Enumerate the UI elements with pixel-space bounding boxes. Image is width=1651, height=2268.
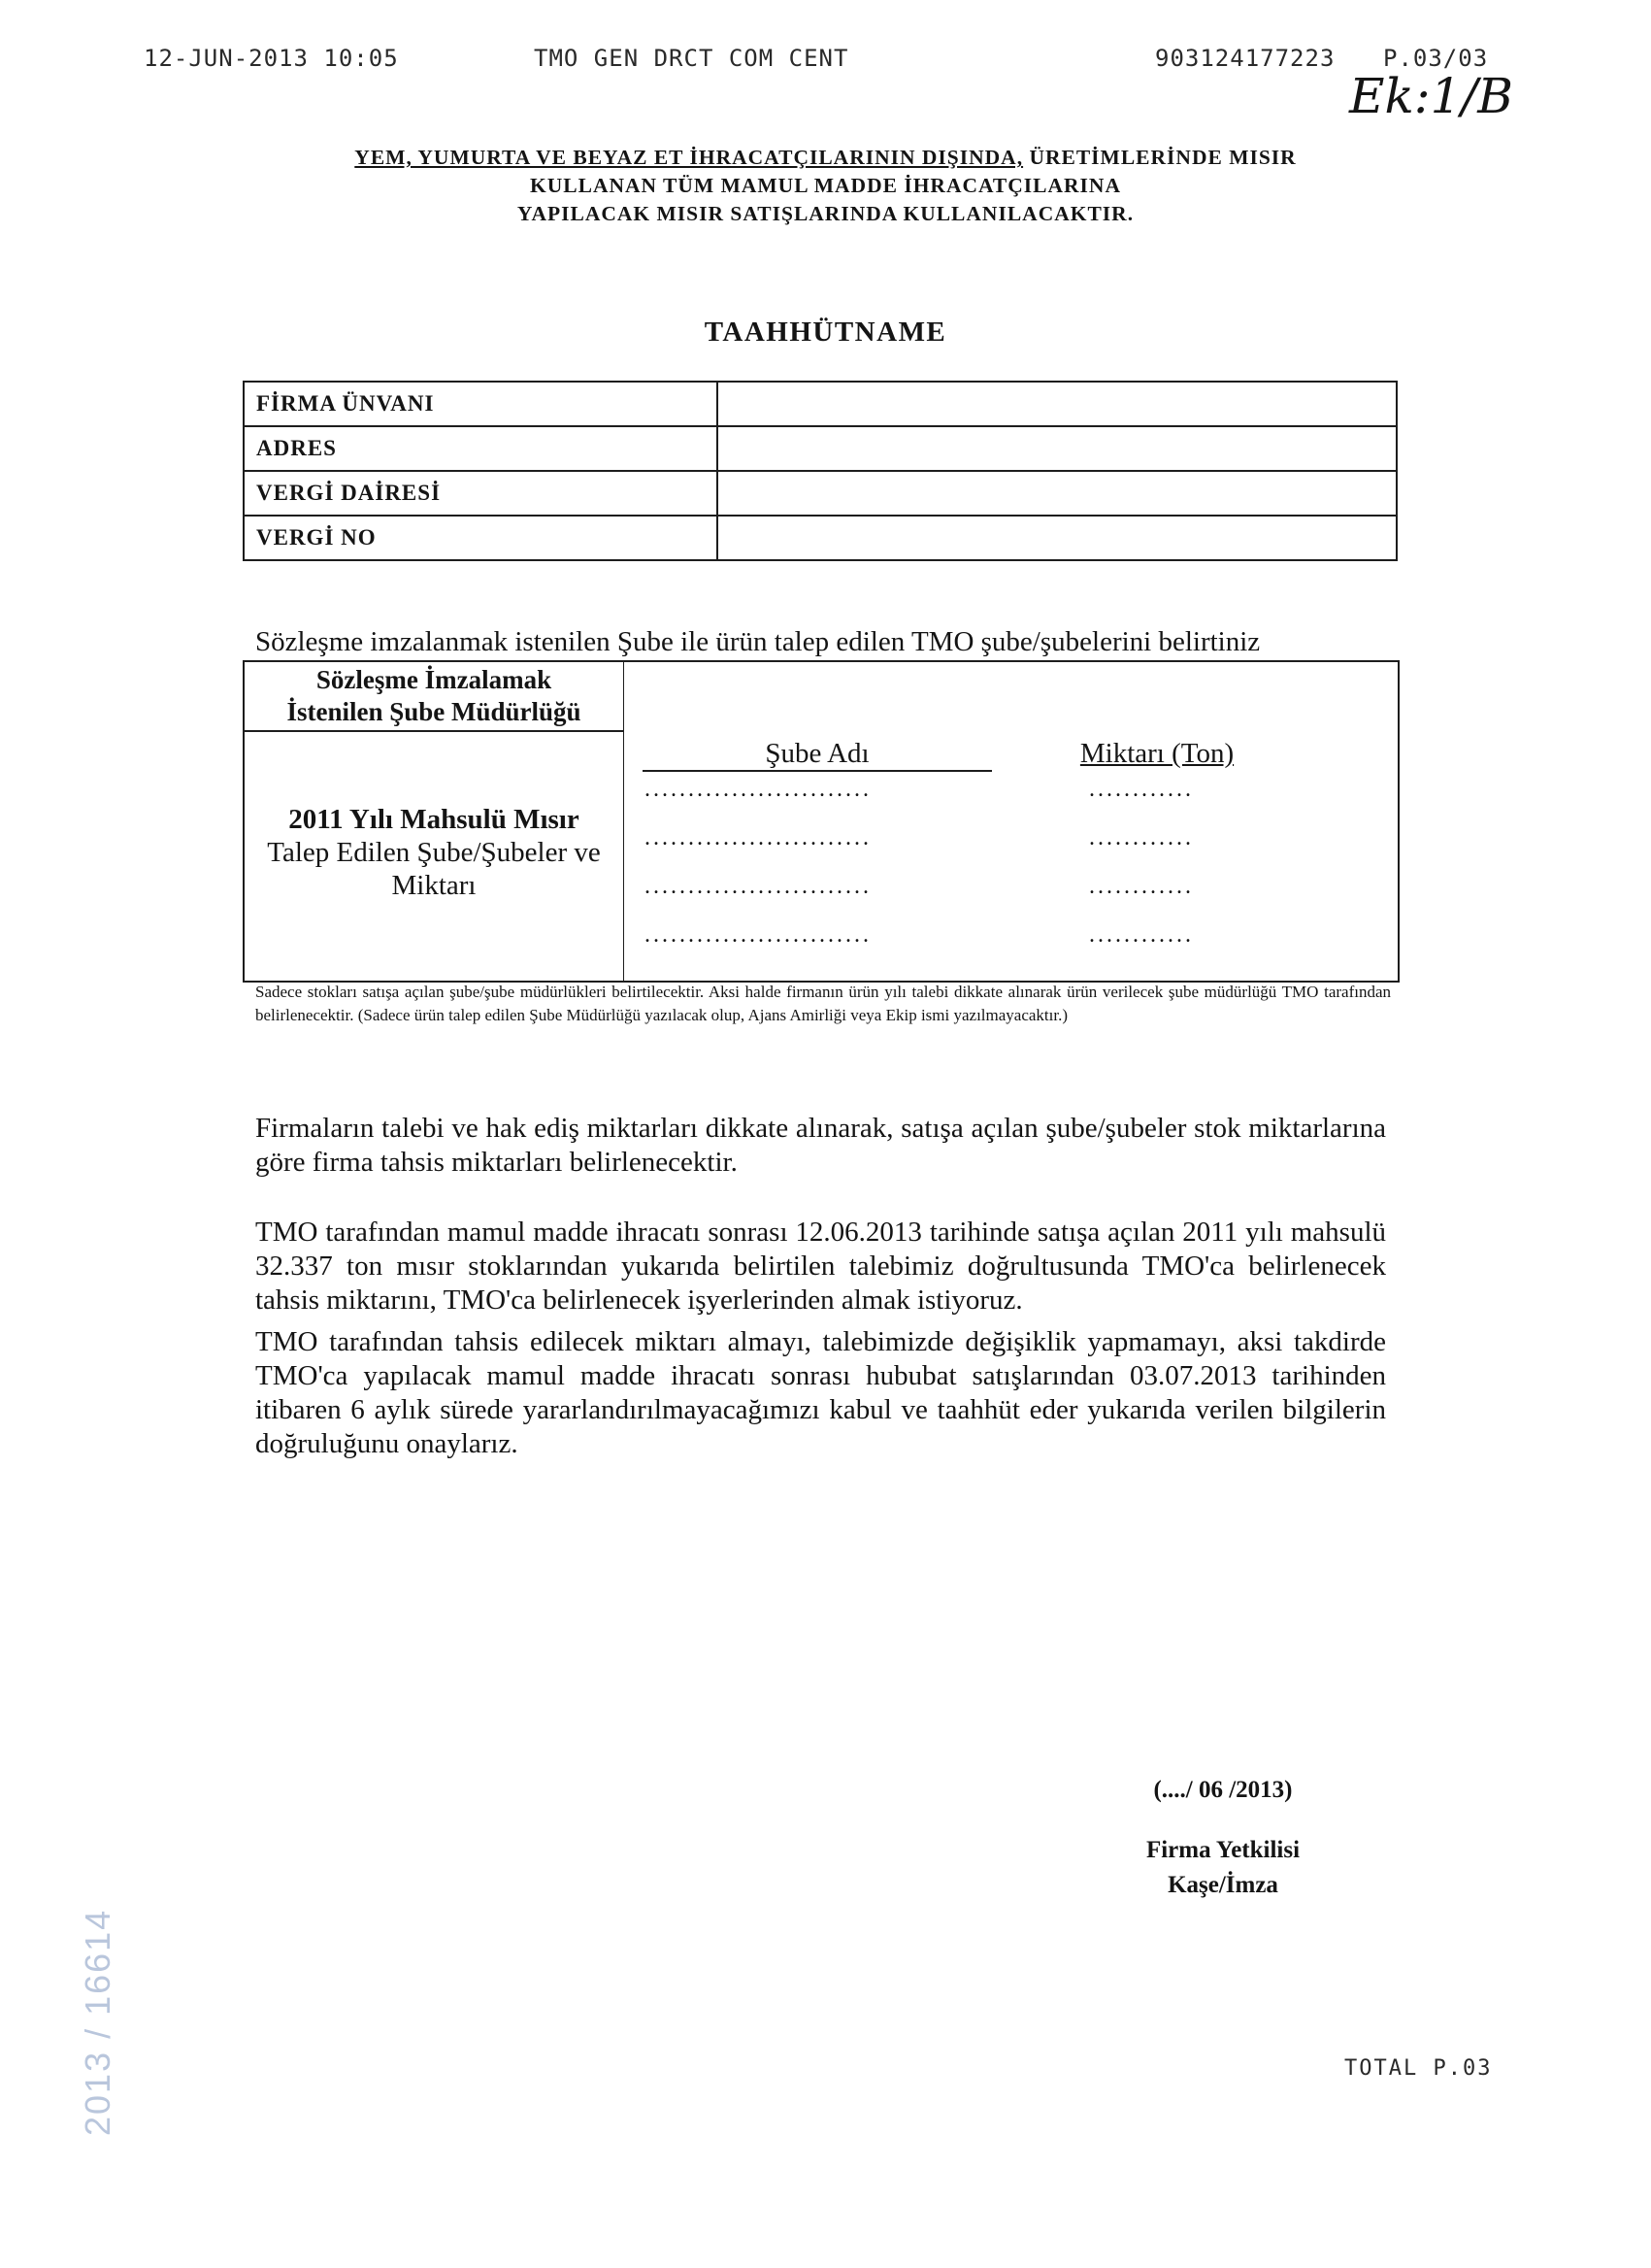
contract-branch-label-line-1: Sözleşme İmzalamak (315, 665, 552, 694)
fax-date-time: 12-JUN-2013 10:05 (144, 45, 399, 72)
branch-entry-4[interactable]: .......................... (644, 922, 872, 948)
request-label-line-3: Miktarı (391, 870, 477, 901)
heading-line-2: KULLANAN TÜM MAMUL MADDE İHRACATÇILARINA (530, 174, 1121, 197)
fax-phone: 903124177223 (1155, 45, 1336, 72)
firm-title-field[interactable] (717, 382, 1397, 426)
quantity-header: Miktarı (Ton) (1079, 738, 1235, 769)
tax-office-field[interactable] (717, 471, 1397, 516)
quantity-entry-1[interactable]: ............ (1089, 777, 1194, 802)
tax-office-label: VERGİ DAİRESİ (244, 471, 717, 516)
request-label-line-1: 2011 Yılı Mahsulü Mısır (288, 804, 579, 835)
table-row (244, 426, 1397, 471)
fax-page: P.03/03 (1383, 45, 1489, 72)
quantity-entry-2[interactable]: ............ (1089, 825, 1194, 850)
request-label (245, 803, 623, 902)
quantity-entry-4[interactable]: ............ (1089, 922, 1194, 948)
heading-line-1: YEM, YUMURTA VE BEYAZ ET İHRACATÇILARININ DIŞINDA, (354, 146, 1024, 169)
column-divider (623, 662, 624, 981)
signature-date: (..../ 06 /2013) (1153, 1777, 1293, 1803)
firm-info-table (243, 381, 1398, 561)
heading-line-1b: ÜRETİMLERİNDE MISIR (1023, 146, 1297, 169)
quantity-entry-3[interactable]: ............ (1089, 874, 1194, 899)
table-row (244, 382, 1397, 426)
branch-entry-3[interactable]: .......................... (644, 874, 872, 899)
contract-branch-label-line-2: İstenilen Şube Müdürlüğü (286, 697, 581, 726)
fax-sender: TMO GEN DRCT COM CENT (534, 45, 849, 72)
tax-number-field[interactable] (717, 516, 1397, 560)
address-field[interactable] (717, 426, 1397, 471)
paragraph-2: TMO tarafından mamul madde ihracatı sonrası 12.06.2013 tarihinde satışa açılan 2011 yılı mahsulü 32.337 ton mısır stoklarından yukarıda belirtilen talebimiz doğrultusunda TMO'ca belirlenecek tahsis miktarını, TMO'ca belirlenecek işyerlerinden almak istiyoruz. (255, 1217, 1386, 1316)
signature-role: Firma Yetkilisi (1145, 1837, 1301, 1863)
branch-entry-1[interactable]: .......................... (644, 777, 872, 802)
branch-name-header: Şube Adı (643, 738, 992, 772)
branch-note: Sadece stokları satışa açılan şube/şube müdürlükleri belirtilecektir. Aksi halde firmanın ürün yılı talebi dikkate alınarak ürün verilecek şube müdürlüğü TMO tarafından belirlenecektir. (Sadece ürün talep edilen Şube Müdürlüğü yazılacak olup, Ajans Amirliği veya Ekip ismi yazılmayacaktır.) (255, 983, 1391, 1024)
contract-branch-label (245, 664, 623, 728)
tax-number-label: VERGİ NO (244, 516, 717, 560)
annex-mark: Ek:1/B (1349, 68, 1514, 124)
branch-table (243, 660, 1400, 983)
address-label: ADRES (244, 426, 717, 471)
table-row (244, 516, 1397, 560)
table-row (244, 471, 1397, 516)
row-divider (245, 730, 623, 732)
paragraph-3: TMO tarafından tahsis edilecek miktarı almayı, talebimizde değişiklik yapmamayı, aksi takdirde TMO'ca yapılacak mamul madde ihracatı sonrası hububat satışlarından 03.07.2013 tarihinden itibaren 6 aylık sürede yararlandırılmayacağımızı kabul ve taahhüt eder yukarıda verilen bilgilerin doğruluğunu onaylarız. (255, 1326, 1386, 1459)
fax-total-pages: TOTAL P.03 (1344, 2056, 1493, 2081)
request-label-line-2: Talep Edilen Şube/Şubeler ve (267, 837, 601, 868)
firm-title-label: FİRMA ÜNVANI (244, 382, 717, 426)
registry-stamp: 2013 / 16614 (78, 1908, 117, 2136)
signature-stamp-label: Kaşe/İmza (1168, 1872, 1278, 1898)
paragraph-1: Firmaların talebi ve hak ediş miktarları dikkate alınarak, satışa açılan şube/şubeler stok miktarlarına göre firma tahsis miktarları belirlenecektir. (255, 1113, 1386, 1178)
heading-line-3: YAPILACAK MISIR SATIŞLARINDA KULLANILACAKTIR. (516, 202, 1135, 225)
document-heading (0, 144, 1651, 228)
branch-entry-2[interactable]: .......................... (644, 825, 872, 850)
document-title: TAAHHÜTNAME (704, 317, 947, 348)
branch-instruction: Sözleşme imzalanmak istenilen Şube ile ürün talep edilen TMO şube/şubelerini belirtiniz (255, 626, 1261, 657)
